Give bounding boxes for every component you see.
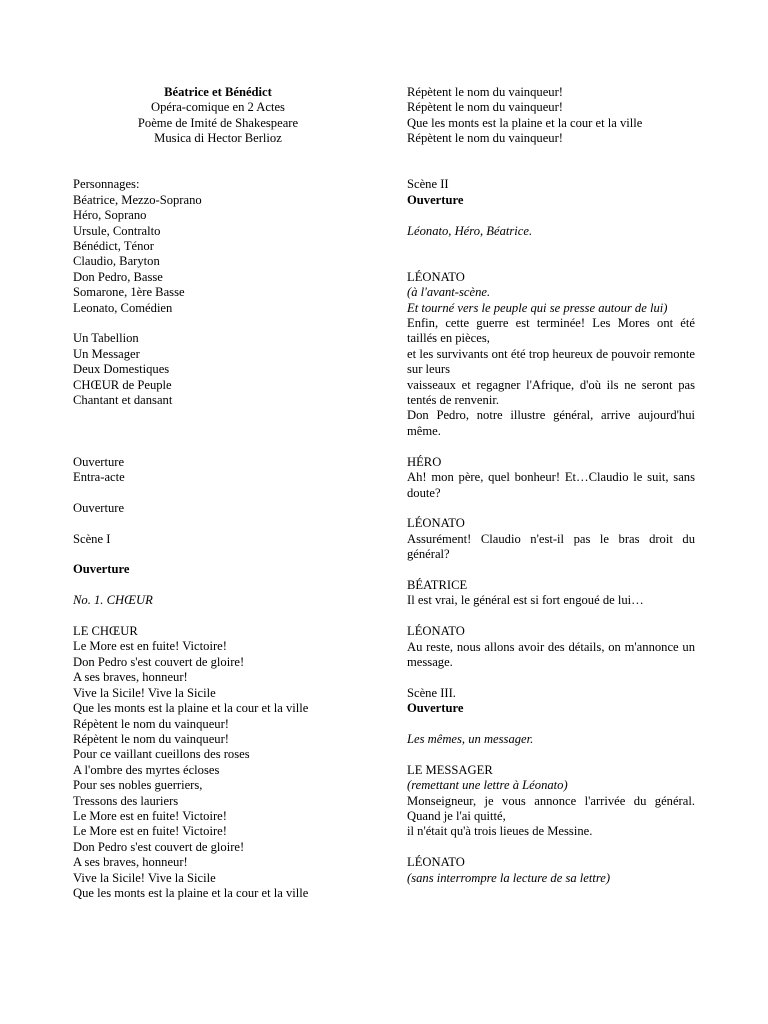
other-role-item: Chantant et dansant <box>73 393 173 408</box>
scene-heading: Scène I <box>73 531 111 546</box>
stage-direction: (à l'avant-scène. <box>407 285 491 300</box>
lyric-line: A ses braves, honneur! <box>73 670 188 685</box>
speech-block <box>407 763 695 840</box>
speech-text: Ah! mon père, quel bonheur! Et…Claudio le suit, sans doute? <box>407 470 695 500</box>
speech-text: Au reste, nous allons avoir des détails, on m'annonce un message. <box>407 639 695 669</box>
lyric-line: Pour ses nobles guerriers, <box>73 778 203 793</box>
speech-block <box>407 578 695 609</box>
poem-credit: Poème de Imité de Shakespeare <box>137 115 299 130</box>
other-role-item: Deux Domestiques <box>73 362 170 377</box>
lyric-line: Répètent le nom du vainqueur! <box>73 716 229 731</box>
lyric-line: Répètent le nom du vainqueur! <box>407 100 563 115</box>
lyric-line: Don Pedro s'est couvert de gloire! <box>73 654 245 669</box>
lyric-line: Le More est en fuite! Victoire! <box>73 824 227 839</box>
speech-text: Assurément! Claudio n'est-il pas le bras droit du général? <box>407 531 695 562</box>
entracte-label: Entra-acte <box>73 470 125 485</box>
speech-block <box>407 624 695 670</box>
speaker-name: LÉONATO <box>407 855 465 870</box>
stage-direction: Et tourné vers le peuple qui se presse autour de lui) <box>407 300 668 315</box>
lyric-line: Répètent le nom du vainqueur! <box>407 85 563 99</box>
scene-heading: Scène III. <box>407 685 456 700</box>
lyric-line: A l'ombre des myrtes écloses <box>73 762 220 777</box>
role-item: Claudio, Baryton <box>73 254 160 269</box>
role-item: Ursule, Contralto <box>73 223 161 238</box>
stage-direction: (sans interrompre la lecture de sa lettre) <box>407 870 611 885</box>
role-item: Don Pedro, Basse <box>73 269 163 284</box>
speech-block <box>407 270 695 439</box>
stage-direction: (remettant une lettre à Léonato) <box>407 778 568 793</box>
speech-text: Monseigneur, je vous annonce l'arrivée du général. Quand je l'ai quitté, <box>407 793 695 823</box>
speaker-name: LÉONATO <box>407 269 465 284</box>
scene-cast: Les mêmes, un messager. <box>407 731 534 746</box>
role-item: Somarone, 1ère Basse <box>73 285 185 300</box>
role-item: Leonato, Comédien <box>73 300 173 315</box>
choeur-block <box>73 624 363 901</box>
speaker-name: LE MESSAGER <box>407 762 493 777</box>
speech-block <box>407 455 695 501</box>
ouverture-label: Ouverture <box>73 454 125 469</box>
left-column <box>73 85 363 901</box>
lyric-line: Pour ce vaillant cueillons des roses <box>73 747 250 762</box>
speech-block <box>407 855 695 886</box>
personnages-heading: Personnages: <box>73 177 140 192</box>
speech-text: vaisseaux et regagner l'Afrique, d'où ils ne seront pas tentés de renvenir. <box>407 377 695 408</box>
speech-text: et les survivants ont été trop heureux de pouvoir remonte sur leurs <box>407 346 695 377</box>
work-subtitle: Opéra-comique en 2 Actes <box>151 100 285 115</box>
speech-text: il n'était qu'à trois lieues de Messine. <box>407 824 593 839</box>
scene-ouverture: Ouverture <box>73 562 130 577</box>
lyric-line: Répètent le nom du vainqueur! <box>73 731 229 746</box>
personnages-list <box>73 177 363 408</box>
lyric-line: Le More est en fuite! Victoire! <box>73 808 227 823</box>
lyric-line: Répètent le nom du vainqueur! <box>407 131 563 146</box>
speech-block <box>407 516 695 562</box>
number-title: No. 1. CHŒUR <box>73 593 153 608</box>
speech-text: Il est vrai, le général est si fort engoué de lui… <box>407 593 644 608</box>
role-item: Béatrice, Mezzo-Soprano <box>73 192 202 207</box>
choeur-continued <box>407 85 695 147</box>
speaker-name: LÉONATO <box>407 516 465 531</box>
speech-text: Enfin, cette guerre est terminée! Les Mores ont été taillés en pièces, <box>407 316 695 346</box>
lyric-line: Que les monts est la plaine et la cour et la ville <box>407 115 643 130</box>
speaker-name: LÉONATO <box>407 624 465 639</box>
other-role-item: CHŒUR de Peuple <box>73 377 172 392</box>
ouverture-label: Ouverture <box>73 500 125 515</box>
speaker-name: LE CHŒUR <box>73 624 138 639</box>
role-item: Bénédict, Ténor <box>73 239 154 254</box>
speaker-name: BÉATRICE <box>407 577 468 592</box>
music-credit: Musica di Hector Berlioz <box>154 131 282 146</box>
lyric-line: Tressons des lauriers <box>73 793 179 808</box>
lyric-line: Que les monts est la plaine et la cour et la ville <box>73 885 309 900</box>
lyric-line: Le More est en fuite! Victoire! <box>73 639 227 654</box>
role-item: Héro, Soprano <box>73 208 147 223</box>
speaker-name: HÉRO <box>407 454 442 469</box>
lyric-line: Vive la Sicile! Vive la Sicile <box>73 685 216 700</box>
scene-ouverture: Ouverture <box>407 701 464 716</box>
lyric-line: Que les monts est la plaine et la cour et la ville <box>73 701 309 716</box>
work-title: Béatrice et Bénédict <box>164 85 272 99</box>
lyric-line: Don Pedro s'est couvert de gloire! <box>73 839 245 854</box>
other-role-item: Un Tabellion <box>73 331 139 346</box>
other-role-item: Un Messager <box>73 346 140 361</box>
scene-heading: Scène II <box>407 177 449 192</box>
right-column <box>407 85 695 886</box>
speech-text: Don Pedro, notre illustre général, arrive aujourd'hui même. <box>407 408 695 438</box>
lyric-line: A ses braves, honneur! <box>73 855 188 870</box>
title-block <box>73 85 363 147</box>
scene-cast: Léonato, Héro, Béatrice. <box>407 223 533 238</box>
scene-ouverture: Ouverture <box>407 192 464 207</box>
lyric-line: Vive la Sicile! Vive la Sicile <box>73 870 216 885</box>
